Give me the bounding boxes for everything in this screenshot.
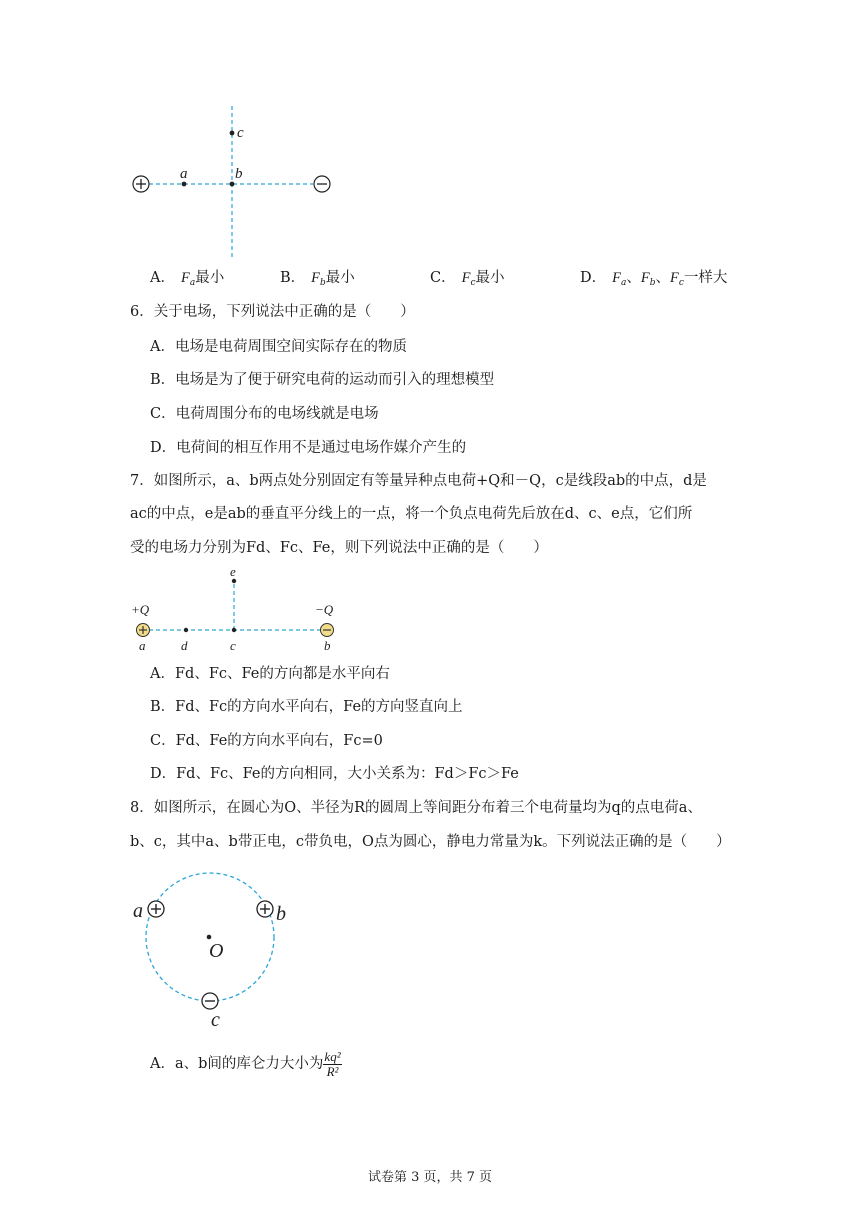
q7-stem-line3: 受的电场力分别为Fd、Fc、Fe，则下列说法中正确的是（ ）	[130, 540, 548, 556]
q5-figure	[125, 100, 345, 260]
q5-option-a[interactable]: A． $F_a$最小	[150, 270, 225, 288]
q6-option-c[interactable]: C．电荷周围分布的电场线就是电场	[150, 406, 379, 422]
positive-charge-icon	[137, 624, 150, 637]
negative-charge-icon	[314, 176, 330, 192]
q8-stem-line2: b、c，其中a、b带正电，c带负电，O点为圆心，静电力常量为k。下列说法正确的是（ ）	[130, 834, 731, 850]
q8-option-a[interactable]: A．a、b间的库仑力大小为 $\frac{\text{kq²}}{\text{R²}}$	[150, 1048, 341, 1079]
label-a: a	[133, 900, 143, 922]
point-d	[184, 628, 188, 632]
label-b: b	[276, 903, 286, 925]
label-b: b	[324, 638, 331, 653]
point-e	[232, 579, 236, 583]
label-a: a	[139, 638, 146, 653]
q5-option-c[interactable]: C． $F_c$最小	[430, 270, 505, 288]
label-e: e	[230, 564, 236, 579]
q5-option-b[interactable]: B． $F_b$最小	[280, 270, 355, 288]
q8-figure	[125, 866, 305, 1030]
q7-stem-line2: ac的中点，e是ab的垂直平分线上的一点，将一个负点电荷先后放在d、c、e点，它们所	[130, 506, 693, 522]
q7-option-b[interactable]: B．Fd、Fc的方向水平向右，Fe的方向竖直向上	[150, 699, 463, 715]
coulomb-force-fraction: $\frac{\text{kq²}}{\text{R²}}$	[324, 1048, 341, 1079]
center-point-o	[207, 935, 212, 940]
point-c	[232, 628, 236, 632]
label-c: c	[211, 1009, 220, 1030]
q7-stem-line1: 7．如图所示，a、b两点处分别固定有等量异种点电荷+Q和－Q，c是线段ab的中点，d是	[130, 473, 707, 489]
label-plus-q: +Q	[131, 602, 150, 617]
q6-stem: 6．关于电场，下列说法中正确的是（ ）	[130, 304, 415, 320]
q6-option-a[interactable]: A．电场是电荷周围空间实际存在的物质	[150, 339, 407, 355]
q7-option-a[interactable]: A．Fd、Fc、Fe的方向都是水平向右	[150, 666, 390, 682]
label-d: d	[181, 638, 188, 653]
label-o: O	[209, 940, 224, 962]
positive-charge-icon	[148, 901, 164, 917]
negative-charge-icon	[202, 993, 218, 1009]
positive-charge-icon	[257, 901, 273, 917]
q6-option-b[interactable]: B．电场是为了便于研究电荷的运动而引入的理想模型	[150, 372, 495, 388]
label-b: b	[235, 166, 243, 182]
label-c: c	[230, 638, 236, 653]
label-c: c	[237, 125, 244, 141]
label-a: a	[180, 166, 188, 182]
page-footer: 试卷第 3 页，共 7 页	[367, 1170, 493, 1185]
q7-option-d[interactable]: D．Fd、Fc、Fe的方向相同，大小关系为：Fd＞Fc＞Fe	[150, 766, 519, 782]
negative-charge-icon	[321, 624, 334, 637]
q7-option-c[interactable]: C．Fd、Fe的方向水平向右，Fc=0	[150, 733, 383, 749]
point-a	[182, 182, 187, 187]
q6-option-d[interactable]: D．电荷间的相互作用不是通过电场作媒介产生的	[150, 440, 467, 456]
q8-stem-line1: 8．如图所示，在圆心为O、半径为R的圆周上等间距分布着三个电荷量均为q的点电荷a、	[130, 800, 702, 816]
q7-figure	[125, 562, 355, 658]
label-minus-q: −Q	[315, 602, 334, 617]
point-b	[230, 182, 235, 187]
point-c	[230, 131, 235, 136]
positive-charge-icon	[133, 176, 149, 192]
q5-option-d[interactable]: D． $F_a$、$F_b$、$F_c$一样大	[580, 270, 728, 288]
